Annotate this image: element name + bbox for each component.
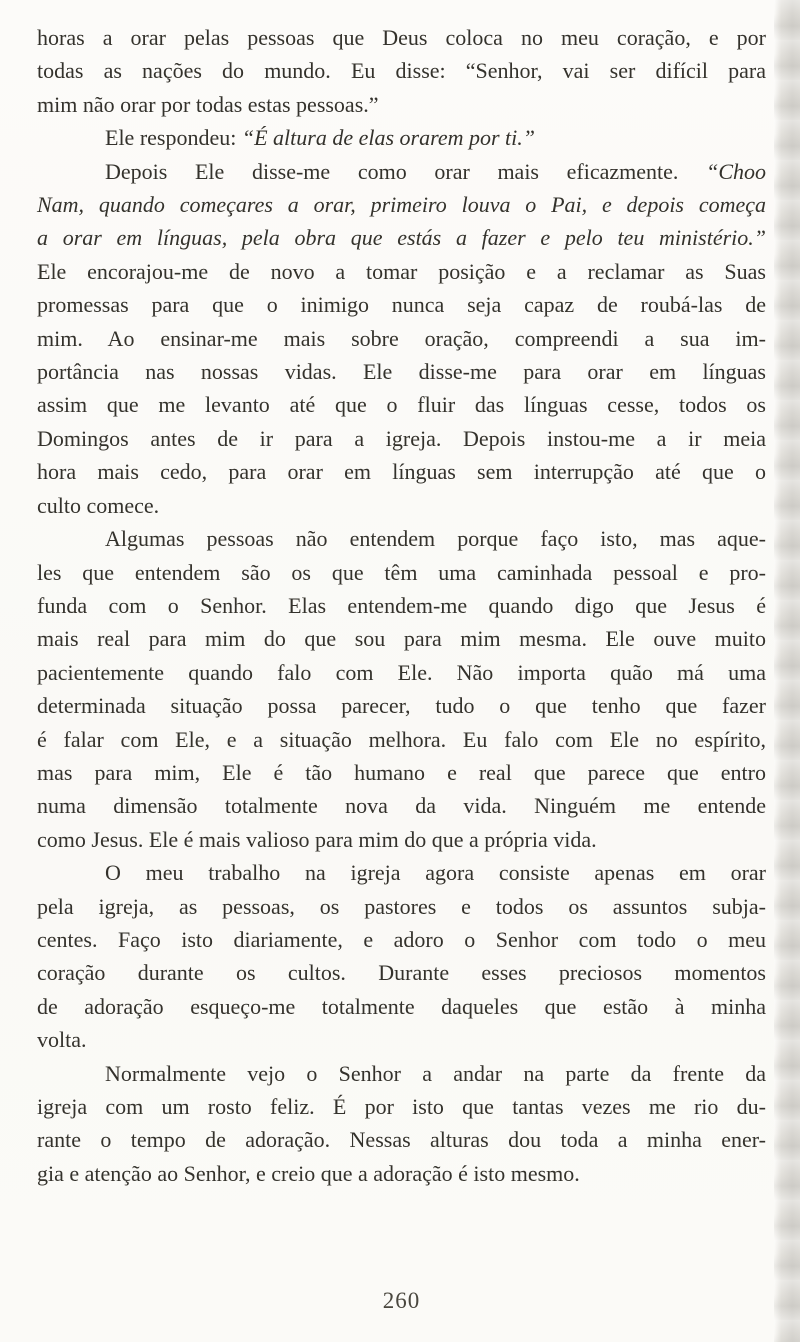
paragraph <box>37 155 766 522</box>
text-line <box>37 489 766 522</box>
text-segment: todas as nações do mundo. Eu disse: “Senhor, vai ser difícil para <box>37 58 766 84</box>
text-segment: rante o tempo de adoração. Nessas alturas dou toda a minha ener- <box>37 1127 766 1153</box>
text-line <box>37 556 766 589</box>
text-segment: coração durante os cultos. Durante esses preciosos momentos <box>37 960 766 986</box>
text-line <box>37 723 766 756</box>
text-block <box>37 21 766 1190</box>
text-line <box>37 255 766 288</box>
text-line <box>37 789 766 822</box>
text-segment: como Jesus. Ele é mais valioso para mim do que a própria vida. <box>37 826 597 852</box>
text-line <box>37 1123 766 1156</box>
text-line <box>37 1090 766 1123</box>
text-segment: centes. Faço isto diariamente, e adoro o Senhor com todo o meu <box>37 926 766 952</box>
text-line <box>37 1057 766 1090</box>
text-segment: funda com o Senhor. Elas entendem-me quando digo que Jesus é <box>37 592 766 618</box>
text-line <box>37 756 766 789</box>
paragraph <box>37 21 766 121</box>
text-segment: numa dimensão totalmente nova da vida. Ninguém me entende <box>37 793 766 819</box>
page-number: 260 <box>382 1288 421 1313</box>
text-segment: assim que me levanto até que o fluir das línguas cesse, todos os <box>37 392 766 418</box>
text-segment: promessas para que o inimigo nunca seja capaz de roubá-las de <box>37 292 766 318</box>
text-segment: Normalmente vejo o Senhor a andar na parte da frente da <box>105 1060 766 1086</box>
text-segment: culto comece. <box>37 492 160 518</box>
italic-text-segment: “É altura de elas orarem por ti.” <box>241 125 536 151</box>
text-segment: de adoração esqueço-me totalmente daqueles que estão à minha <box>37 993 766 1019</box>
text-segment: igreja com um rosto feliz. É por isto que tantas vezes me rio du- <box>37 1094 766 1119</box>
paragraph <box>37 856 766 1056</box>
paragraph <box>37 1057 766 1191</box>
text-segment: volta. <box>37 1027 87 1053</box>
text-segment: Algumas pessoas não entendem porque faço isto, mas aque- <box>105 526 766 552</box>
text-segment: portância nas nossas vidas. Ele disse-me para orar em línguas <box>37 359 766 385</box>
text-segment: é falar com Ele, e a situação melhora. Eu falo com Ele no espírito, <box>37 726 766 752</box>
text-segment: Ele encorajou-me de novo a tomar posição e a reclamar as Suas <box>37 258 766 284</box>
text-line <box>37 990 766 1023</box>
text-segment: les que entendem são os que têm uma caminhada pessoal e pro- <box>37 559 766 585</box>
text-line <box>37 355 766 388</box>
text-line <box>37 522 766 555</box>
page-edge-shadow <box>774 0 800 1342</box>
text-line <box>37 288 766 321</box>
text-line <box>37 322 766 355</box>
text-line <box>37 455 766 488</box>
text-segment: mim não orar por todas estas pessoas.” <box>37 91 379 117</box>
text-line <box>37 856 766 889</box>
text-line <box>37 221 766 254</box>
text-segment: gia e atenção ao Senhor, e creio que a adoração é isto mesmo. <box>37 1160 580 1186</box>
text-line <box>37 422 766 455</box>
italic-text-segment: a orar em línguas, pela obra que estás a fazer e pelo teu ministério.” <box>37 225 766 251</box>
text-line <box>37 388 766 421</box>
text-line <box>37 1023 766 1056</box>
italic-text-segment: Nam, quando começares a orar, primeiro louva o Pai, e depois começa <box>37 192 766 218</box>
text-line <box>37 21 766 54</box>
text-segment: hora mais cedo, para orar em línguas sem interrupção até que o <box>37 459 766 485</box>
text-line <box>37 823 766 856</box>
text-line <box>37 622 766 655</box>
text-line <box>37 656 766 689</box>
paragraph <box>37 121 766 154</box>
text-line <box>37 155 766 188</box>
text-line <box>37 589 766 622</box>
text-segment: mais real para mim do que sou para mim mesma. Ele ouve muito <box>37 626 766 652</box>
text-segment: pacientemente quando falo com Ele. Não importa quão má uma <box>37 659 766 685</box>
text-segment: Depois Ele disse-me como orar mais eficazmente. <box>105 158 707 184</box>
text-line <box>37 188 766 221</box>
text-line <box>37 121 766 154</box>
text-segment: mim. Ao ensinar-me mais sobre oração, compreendi a sua im- <box>37 325 766 351</box>
text-line <box>37 956 766 989</box>
text-segment: O meu trabalho na igreja agora consiste apenas em orar <box>105 860 766 886</box>
text-line <box>37 88 766 121</box>
italic-text-segment: “Choo <box>706 158 766 184</box>
text-line <box>37 54 766 87</box>
text-line <box>37 923 766 956</box>
text-line <box>37 689 766 722</box>
text-segment: horas a orar pelas pessoas que Deus coloca no meu coração, e por <box>37 25 766 50</box>
text-segment: Ele respondeu: <box>105 125 242 151</box>
text-segment: mas para mim, Ele é tão humano e real que parece que entro <box>37 759 766 785</box>
text-line <box>37 1157 766 1190</box>
text-segment: Domingos antes de ir para a igreja. Depois instou-me a ir meia <box>37 425 766 451</box>
paragraph <box>37 522 766 856</box>
text-segment: determinada situação possa parecer, tudo o que tenho que fazer <box>37 693 766 719</box>
text-segment: pela igreja, as pessoas, os pastores e todos os assuntos subja- <box>37 893 766 919</box>
text-line <box>37 890 766 923</box>
